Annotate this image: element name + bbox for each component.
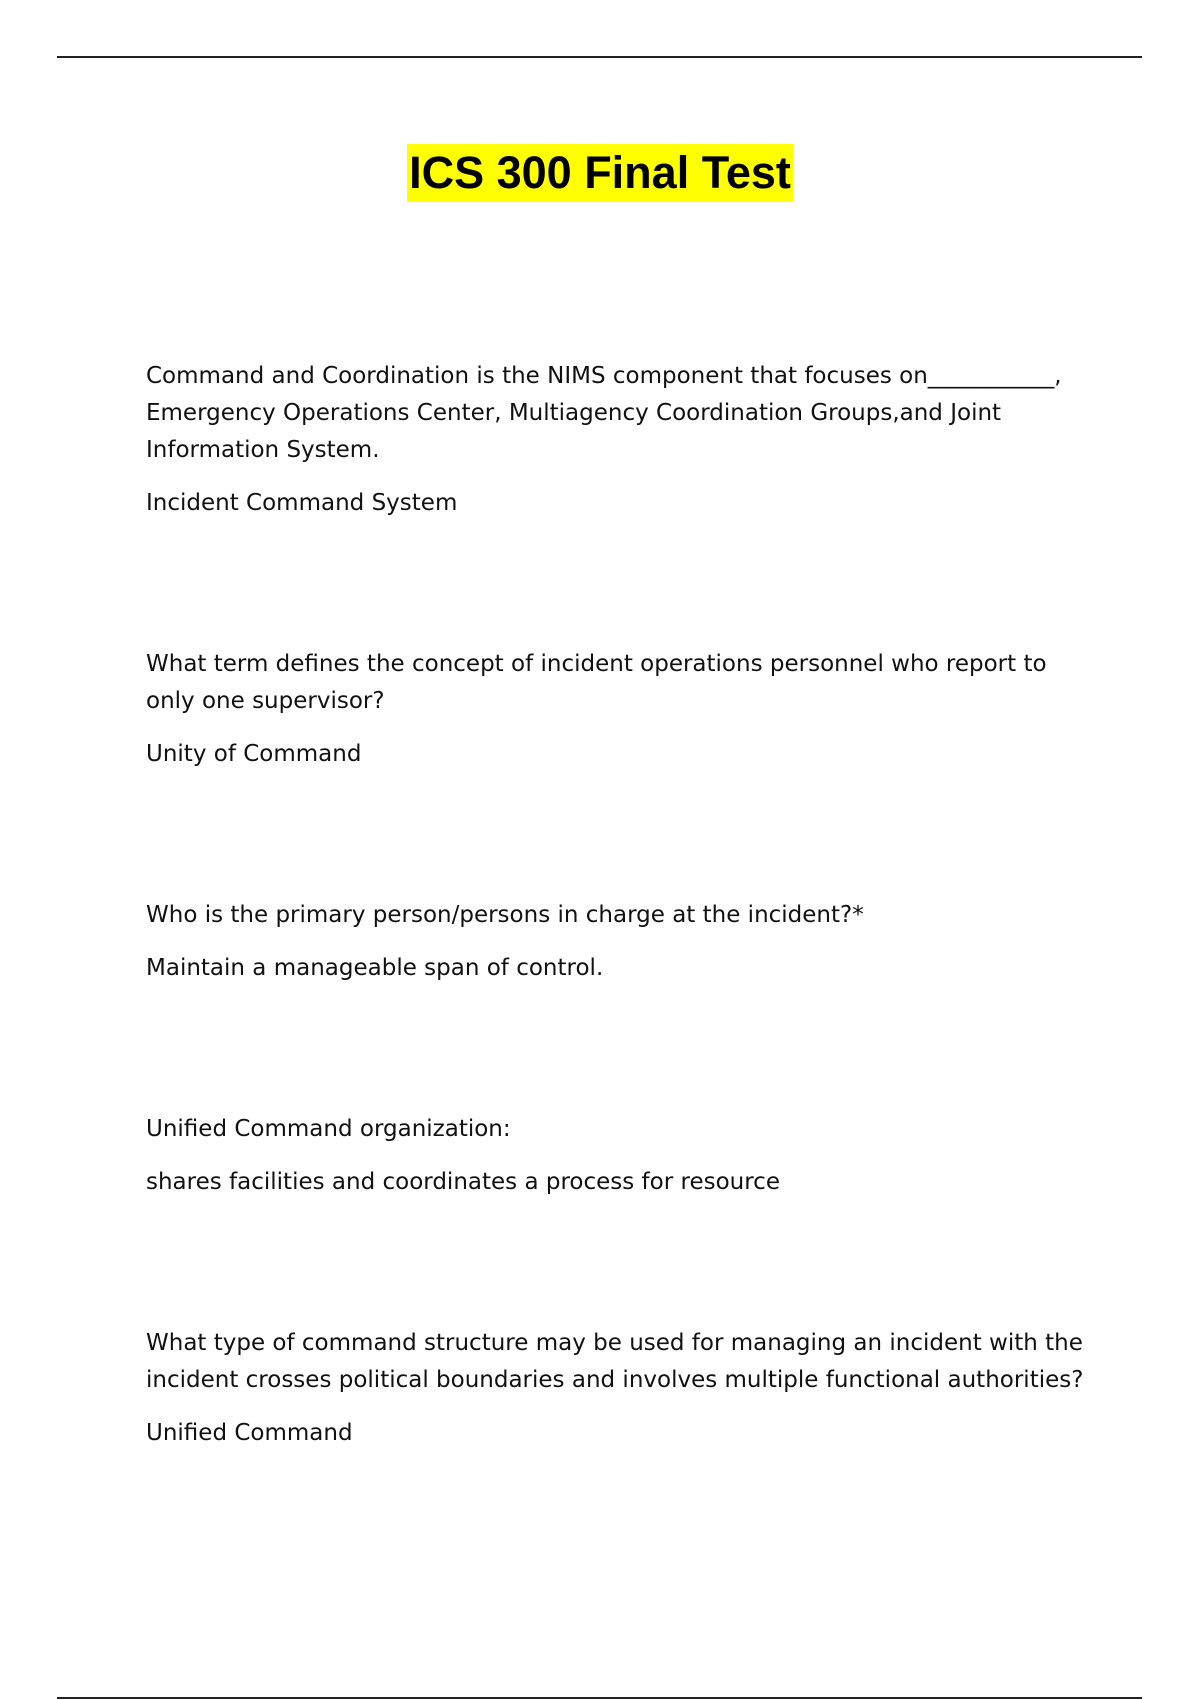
qa-item xyxy=(146,646,1086,773)
qa-item xyxy=(146,1111,1086,1201)
answer-text: Incident Command System xyxy=(146,490,458,516)
document-title: ICS 300 Final Test xyxy=(407,144,793,202)
title-container xyxy=(0,144,1200,202)
qa-item xyxy=(146,897,1086,987)
answer-text: shares facilities and coordinates a process for resource xyxy=(146,1169,780,1195)
answer-text: Maintain a manageable span of control. xyxy=(146,955,604,981)
qa-item xyxy=(146,1325,1086,1452)
question-text: What term defines the concept of incident operations personnel who report to only one supervisor? xyxy=(146,651,1047,714)
qa-item xyxy=(146,358,1086,522)
header-divider xyxy=(57,56,1142,58)
answer-text: Unified Command xyxy=(146,1420,353,1446)
question-text: Who is the primary person/persons in charge at the incident?* xyxy=(146,902,864,928)
question-text: What type of command structure may be used for managing an incident with the incident crosses political boundaries and involves multiple functional authorities? xyxy=(146,1330,1084,1393)
question-text: Unified Command organization: xyxy=(146,1116,511,1142)
footer-divider xyxy=(57,1697,1142,1699)
answer-text: Unity of Command xyxy=(146,741,362,767)
question-text: Command and Coordination is the NIMS component that focuses on___________, Emergency Operations Center, Multiagency Coordination Groups,and Joint Information System. xyxy=(146,363,1062,463)
